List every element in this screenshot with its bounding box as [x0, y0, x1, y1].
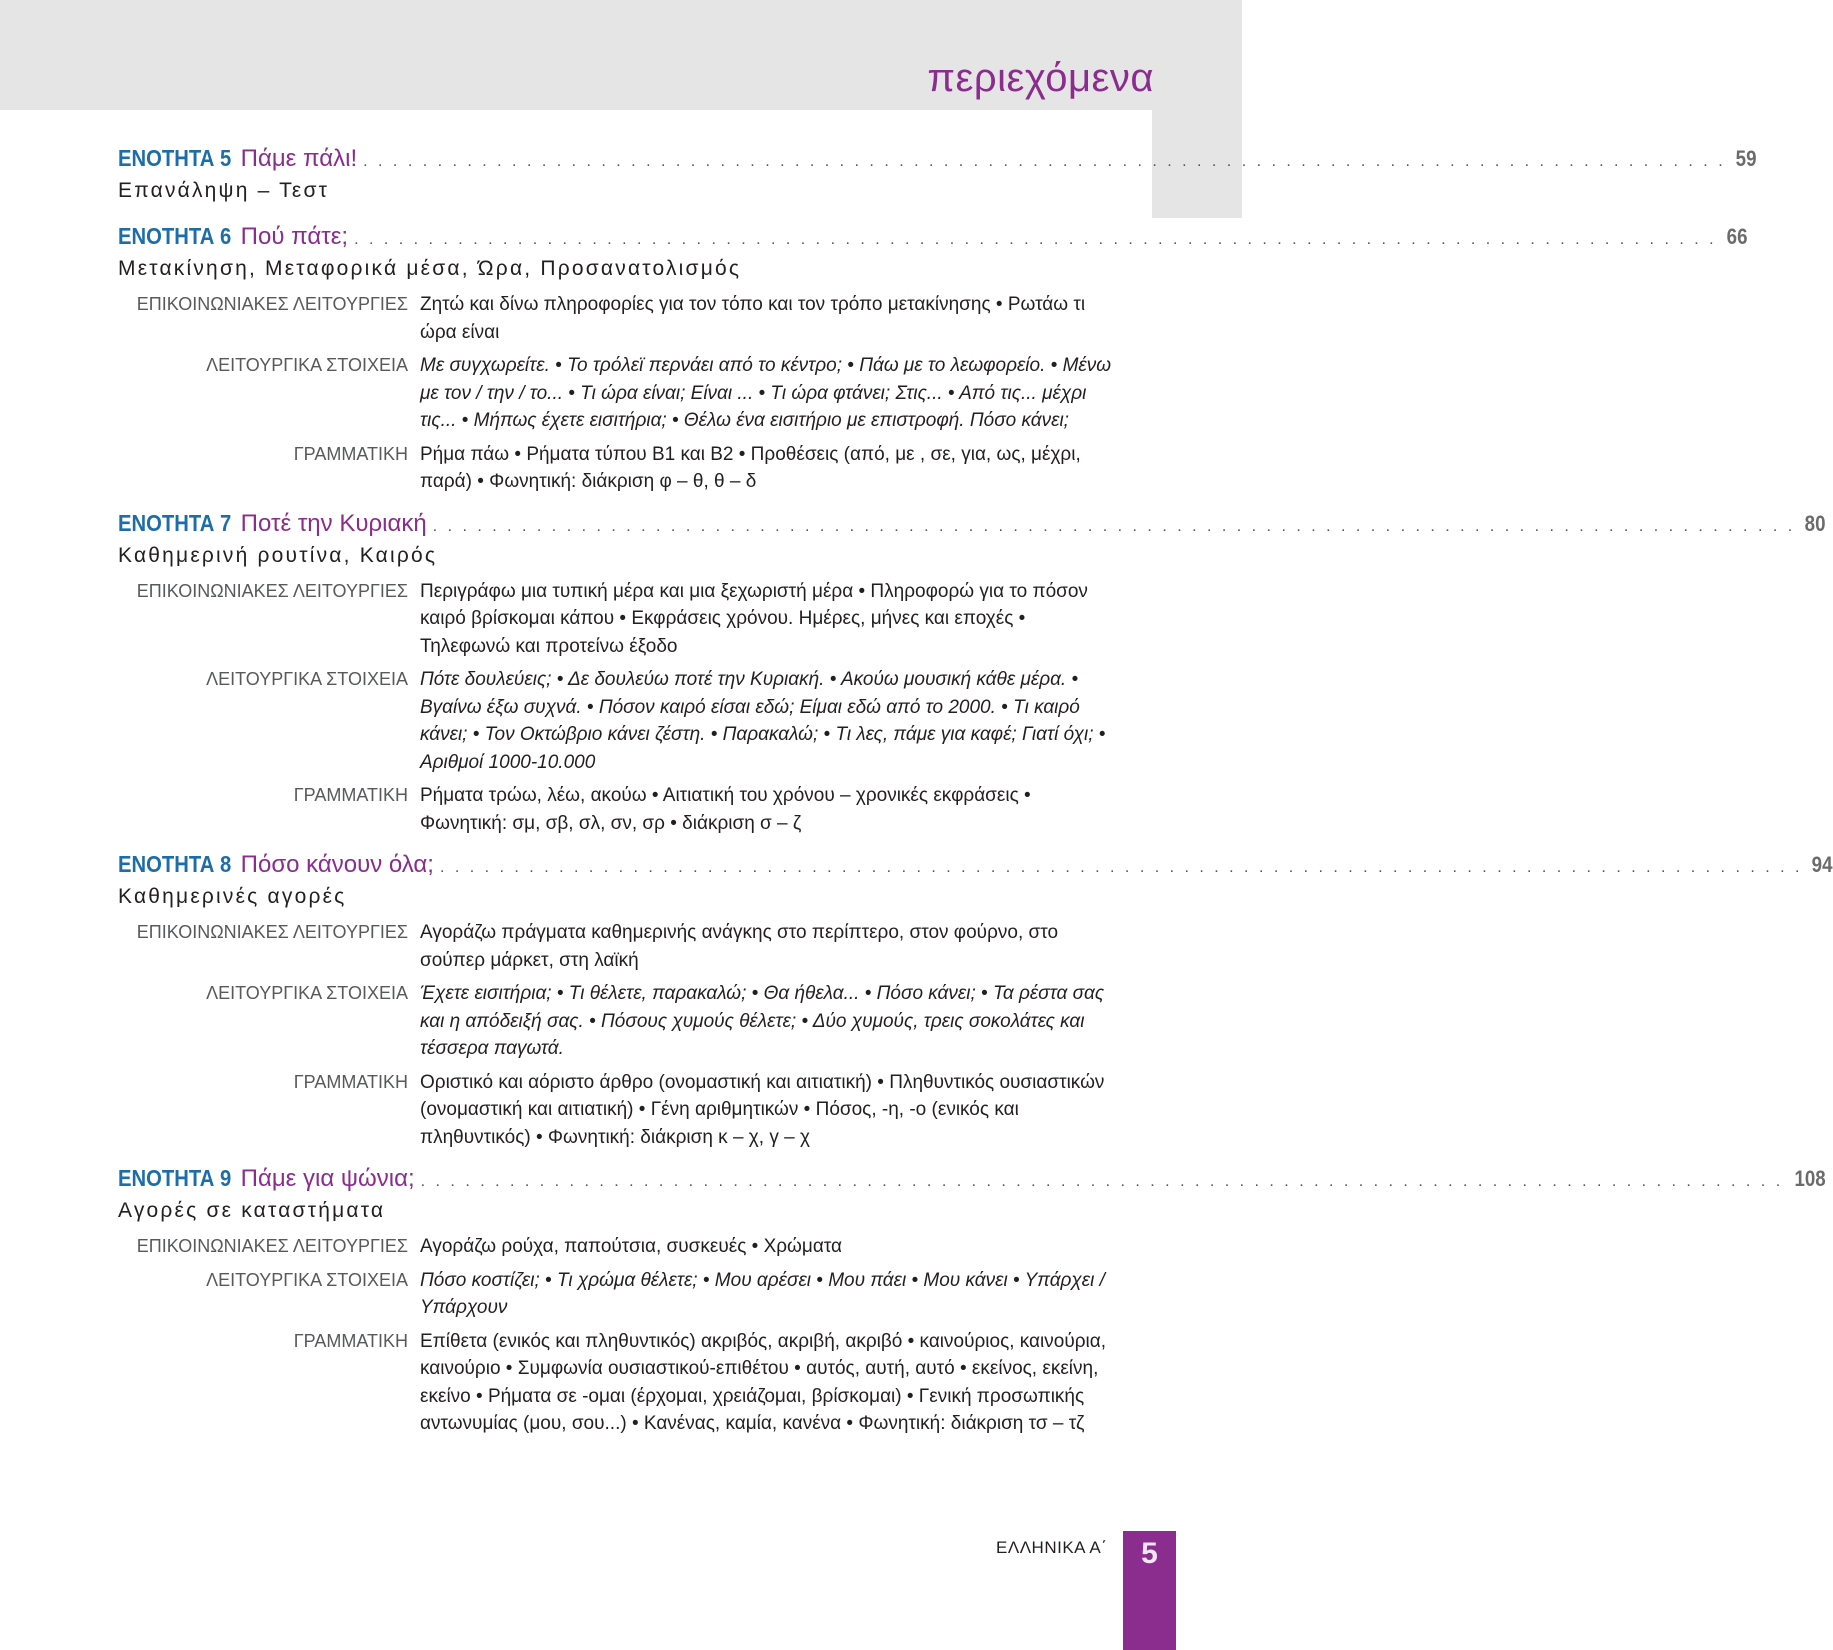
grammar-row	[118, 782, 1118, 837]
unit-title: Ποτέ την Κυριακή	[240, 509, 427, 537]
unit-label: ΕΝΟΤΗΤΑ 9	[118, 1165, 232, 1191]
row-label: ΕΠΙΚΟΙΝΩΝΙΑΚΕΣ ΛΕΙΤΟΥΡΓΙΕΣ	[136, 580, 408, 601]
row-text: Έχετε εισιτήρια; • Τι θέλετε, παρακαλώ; • Θα ήθελα... • Πόσο κάνει; • Τα ρέστα σας και η απόδειξή σας. • Πόσους χυμούς θέλετε; • Δύο χυμούς, τρεις σοκολάτες και τέσσερα παγωτά.	[420, 983, 1105, 1059]
row-text: Ρήματα τρώω, λέω, ακούω • Αιτιατική του χρόνου – χρονικές εκφράσεις • Φωνητική: σμ, σβ, σλ, σν, σρ • διάκριση σ – ζ	[420, 785, 1031, 834]
leader-dots: . . . . . . . . . . . . . . . . . . . . . . . . . . . . . . . . . . . . . . . . . . . . . . . . . . . . . . . . . . . . . . . . . . . . . . . . . . . . . . . . . . . . . . . . . . . .	[363, 153, 1726, 170]
row-label: ΓΡΑΜΜΑΤΙΚΗ	[293, 785, 408, 805]
unit-label: ΕΝΟΤΗΤΑ 5	[118, 145, 232, 171]
row-label: ΛΕΙΤΟΥΡΓΙΚΑ ΣΤΟΙΧΕΙΑ	[206, 669, 408, 689]
unit-page-number: 66	[1726, 224, 1748, 249]
unit-subtitle: Μετακίνηση, Μεταφορικά μέσα, Ώρα, Προσανατολισμός	[118, 257, 742, 280]
unit-subtitle: Καθημερινές αγορές	[118, 885, 347, 908]
page-title: περιεχόμενα	[927, 56, 1154, 100]
unit-page-number: 59	[1735, 146, 1757, 171]
unit-heading[interactable]	[118, 223, 1748, 255]
unit-title: Πάμε για ψώνια;	[240, 1165, 415, 1192]
leader-dots: . . . . . . . . . . . . . . . . . . . . . . . . . . . . . . . . . . . . . . . . . . . . . . . . . . . . . . . . . . . . . . . . . . . . . . . . . . . . . . . . . . . . . . . . . . . .	[432, 517, 1796, 535]
row-text: Οριστικό και αόριστο άρθρο (ονομαστική και αιτιατική) • Πληθυντικός ουσιαστικών (ονομαστική και αιτιατική) • Γένη αριθμητικών • Πόσος, -η, -ο (ενικός και πληθυντικός) • Φωνητική: διάκριση κ – χ, γ – χ	[420, 1071, 1105, 1148]
row-label: ΓΡΑΜΜΑΤΙΚΗ	[293, 443, 408, 464]
functional-row	[118, 980, 1118, 1063]
communicative-row	[118, 1233, 1118, 1261]
row-label: ΕΠΙΚΟΙΝΩΝΙΑΚΕΣ ΛΕΙΤΟΥΡΓΙΕΣ	[136, 1236, 408, 1256]
toc-list	[118, 145, 1833, 1452]
page-number-tab: 5	[1123, 1531, 1176, 1650]
row-label: ΛΕΙΤΟΥΡΓΙΚΑ ΣΤΟΙΧΕΙΑ	[206, 355, 408, 375]
functional-row	[118, 666, 1118, 776]
leader-dots: . . . . . . . . . . . . . . . . . . . . . . . . . . . . . . . . . . . . . . . . . . . . . . . . . . . . . . . . . . . . . . . . . . . . . . . . . . . . . . . . . . . . . . . . . . . .	[354, 231, 1717, 248]
row-text: Περιγράφω μια τυπική μέρα και μια ξεχωριστή μέρα • Πληροφορώ για το πόσον καιρό βρίσκομαι κάπου • Εκφράσεις χρόνου. Ημέρες, μήνες και εποχές • Τηλεφωνώ και προτείνω έξοδο	[420, 580, 1088, 657]
unit-heading[interactable]	[118, 851, 1833, 883]
row-text: Πόσο κοστίζει; • Τι χρώμα θέλετε; • Μου αρέσει • Μου πάει • Μου κάνει • Υπάρχει / Υπάρχουν	[420, 1269, 1105, 1318]
row-text: Επίθετα (ενικός και πληθυντικός) ακριβός, ακριβή, ακριβό • καινούριος, καινούρια, καινούριο • Συμφωνία ουσιαστικού-επιθέτου • αυτός, αυτή, αυτό • εκείνος, εκείνη, εκείνο • Ρήματα σε -ομαι (έρχομαι, χρειάζομαι, βρίσκομαι) • Γενική προσωπικής αντωνυμίας (μου, σου...) • Κανένας, καμία, κανένα • Φωνητική: διάκριση τσ – τζ	[420, 1330, 1107, 1434]
row-text: Ρήμα πάω • Ρήματα τύπου Β1 και Β2 • Προθέσεις (από, με , σε, για, ως, μέχρι, παρά) • Φωνητική: διάκριση φ – θ, θ – δ	[420, 443, 1081, 492]
row-label: ΕΠΙΚΟΙΝΩΝΙΑΚΕΣ ΛΕΙΤΟΥΡΓΙΕΣ	[136, 922, 408, 942]
row-text: Αγοράζω ρούχα, παπούτσια, συσκευές • Χρώματα	[420, 1236, 843, 1257]
unit-label: ΕΝΟΤΗΤΑ 6	[118, 223, 232, 249]
communicative-row	[118, 919, 1118, 974]
unit-title: Πόσο κάνουν όλα;	[240, 851, 434, 878]
row-label: ΛΕΙΤΟΥΡΓΙΚΑ ΣΤΟΙΧΕΙΑ	[206, 1269, 408, 1290]
row-text: Πότε δουλεύεις; • Δε δουλεύω ποτέ την Κυριακή. • Ακούω μουσική κάθε μέρα. • Βγαίνω έξω συχνά. • Πόσον καιρό είσαι εδώ; Είμαι εδώ από το 2000. • Τι καιρό κάνει; • Τον Οκτώβριο κάνει ζέστη. • Παρακαλώ; • Τι λες, πάμε για καφέ; Γιατί όχι; • Αριθμοί 1000-10.000	[420, 669, 1106, 773]
unit-label: ΕΝΟΤΗΤΑ 7	[118, 509, 232, 536]
toc-unit-9	[118, 1165, 1826, 1438]
footer-book-title: ΕΛΛΗΝΙΚΑ Α΄	[996, 1538, 1108, 1557]
communicative-row	[118, 291, 1118, 346]
unit-heading[interactable]	[118, 1165, 1826, 1197]
row-text: Αγοράζω πράγματα καθημερινής ανάγκης στο περίπτερο, στον φούρνο, στο σούπερ μάρκετ, στη λαϊκή	[420, 922, 1059, 971]
row-label: ΓΡΑΜΜΑΤΙΚΗ	[293, 1071, 408, 1092]
row-label: ΕΠΙΚΟΙΝΩΝΙΑΚΕΣ ΛΕΙΤΟΥΡΓΙΕΣ	[136, 294, 408, 314]
functional-row	[118, 1267, 1118, 1322]
row-text: Με συγχωρείτε. • Το τρόλεϊ περνάει από το κέντρο; • Πάω με το λεωφορείο. • Μένω με τον / την / το... • Τι ώρα είναι; Είναι ... • Τι ώρα φτάνει; Στις... • Από τις... μέχρι τις... • Μήπως έχετε εισιτήρια; • Θέλω ένα εισιτήριο με επιστροφή. Πόσο κάνει;	[420, 355, 1112, 431]
leader-dots: . . . . . . . . . . . . . . . . . . . . . . . . . . . . . . . . . . . . . . . . . . . . . . . . . . . . . . . . . . . . . . . . . . . . . . . . . . . . . . . . . . . . . . . . . . . .	[439, 859, 1803, 876]
toc-unit-5	[118, 145, 1757, 209]
leader-dots: . . . . . . . . . . . . . . . . . . . . . . . . . . . . . . . . . . . . . . . . . . . . . . . . . . . . . . . . . . . . . . . . . . . . . . . . . . . . . . . . . . . . . . . . . . . .	[420, 1173, 1784, 1190]
communicative-row	[118, 578, 1118, 661]
toc-unit-8	[118, 851, 1833, 1151]
unit-heading[interactable]	[118, 509, 1826, 542]
row-label: ΓΡΑΜΜΑΤΙΚΗ	[293, 1330, 408, 1351]
unit-title: Πάμε πάλι!	[240, 145, 358, 172]
unit-heading[interactable]	[118, 145, 1757, 177]
row-text: Ζητώ και δίνω πληροφορίες για τον τόπο και τον τρόπο μετακίνησης • Ρωτάω τι ώρα είναι	[420, 294, 1086, 343]
unit-title: Πού πάτε;	[240, 223, 349, 250]
unit-subtitle: Καθημερινή ρουτίνα, Καιρός	[118, 543, 438, 567]
row-label: ΛΕΙΤΟΥΡΓΙΚΑ ΣΤΟΙΧΕΙΑ	[206, 983, 408, 1003]
unit-label: ΕΝΟΤΗΤΑ 8	[118, 851, 232, 877]
unit-subtitle: Επανάληψη – Τεστ	[118, 179, 330, 202]
grammar-row	[118, 441, 1118, 496]
unit-subtitle: Αγορές σε καταστήματα	[118, 1199, 386, 1222]
functional-row	[118, 352, 1118, 435]
unit-page-number: 94	[1812, 852, 1833, 877]
unit-page-number: 108	[1794, 1166, 1826, 1191]
unit-page-number: 80	[1804, 510, 1826, 536]
toc-unit-6	[118, 223, 1748, 496]
toc-unit-7	[118, 509, 1826, 838]
grammar-row	[118, 1328, 1118, 1438]
grammar-row	[118, 1069, 1118, 1152]
